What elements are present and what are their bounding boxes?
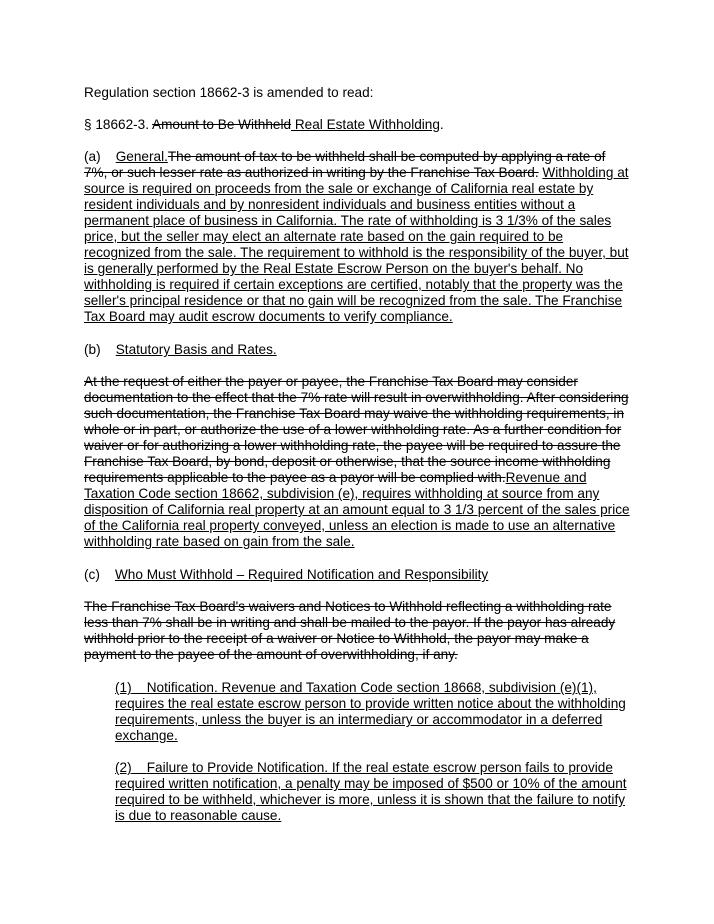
subparagraph-2-label: (2) — [115, 760, 132, 775]
section-number: § 18662-3. — [84, 117, 153, 132]
deleted-section-title: Amount to Be Withheld — [152, 117, 292, 132]
subparagraph-2-text: Failure to Provide Notification. If the real estate escrow person fails to provide required written notification, a penalty may be imposed of $500 or 10% of the amount required to be withheld, whichever is more, unless it is shown that the failure to notify is due to reasonable cause. — [115, 760, 627, 823]
paragraph-b-label: (b) — [84, 342, 101, 357]
heading-period: . — [439, 117, 444, 132]
paragraph-c-label: (c) — [84, 567, 100, 582]
subparagraph-1-text: Notification. Revenue and Taxation Code section 18668, subdivision (e)(1), requires the real estate escrow person to provide written notice about the withholding requirements, unless the buyer is an intermediary or accommodator in a deferred exchange. — [115, 680, 626, 743]
intro-line: Regulation section 18662-3 is amended to read: — [84, 85, 374, 100]
subparagraph-1 — [115, 680, 632, 744]
paragraph-b-title: Statutory Basis and Rates. — [115, 342, 277, 357]
paragraph-c-heading — [84, 567, 632, 583]
paragraph-c-title: Who Must Withhold – Required Notification and Responsibility — [114, 567, 489, 582]
paragraph-b-added-text: Revenue and Taxation Code section 18662, subdivision (e), requires withholding at source from any disposition of California real property at an amount equal to 3 1/3 percent of the sales price of the California real property conveyed, unless an election is made to use an alternative withholding rate based on gain from the sale. — [84, 470, 630, 549]
paragraph-b-deleted-text: At the request of either the payer or payee, the Franchise Tax Board may consider documentation to the effect that the 7% rate will result in overwithholding. After considering such documentation, the Franchise Tax Board may waive the withholding requirements, in whole or in part, or authorize the use of a lower withholding rate. As a further condition for waiver or for authorizing a lower withholding rate, the payee will be required to assure the Franchise Tax Board, by bond, deposit or otherwise, that the source income withholding requirements applicable to the payee as a payor will be complied with. — [84, 374, 629, 485]
paragraph-a — [84, 149, 632, 325]
section-heading — [84, 117, 632, 133]
paragraph-b-body — [84, 374, 632, 550]
paragraph-c-deleted-text: The Franchise Tax Board's waivers and Notices to Withhold reflecting a withholding rate less than 7% shall be in writing and shall be mailed to the payor. If the payor has already withhold prior to the receipt of a waiver or Notice to Withhold, the payor may make a payment to the payee of the amount of overwithholding, if any. — [84, 599, 616, 662]
paragraph-b-heading — [84, 342, 632, 358]
paragraph-a-deleted-text: The amount of tax to be withheld shall be computed by applying a rate of 7%, or such lesser rate as authorized in writing by the Franchise Tax Board. — [84, 149, 606, 180]
subparagraph-2 — [115, 760, 632, 824]
paragraph-c-body — [84, 599, 632, 663]
paragraph-a-added-text: Withholding at source is required on proceeds from the sale or exchange of California real estate by resident individuals and by nonresident individuals and business entities without a permanent place of business in California. The rate of withholding is 3 1/3% of the sales price, but the seller may elect an alternate rate based on the gain required to be recognized from the sale. The requirement to withhold is the responsibility of the buyer, but is generally performed by the Real Estate Escrow Person on the buyer's behalf. No withholding is required if certain exceptions are certified, notably that the property was the seller's principal residence or that no gain will be recognized from the sale. The Franchise Tax Board may audit escrow documents to verify compliance. — [84, 165, 629, 324]
paragraph-a-title: General. — [115, 149, 168, 164]
paragraph-a-label: (a) — [84, 149, 101, 164]
subparagraph-1-label: (1) — [115, 680, 132, 695]
added-section-title: Real Estate Withholding — [291, 117, 440, 132]
